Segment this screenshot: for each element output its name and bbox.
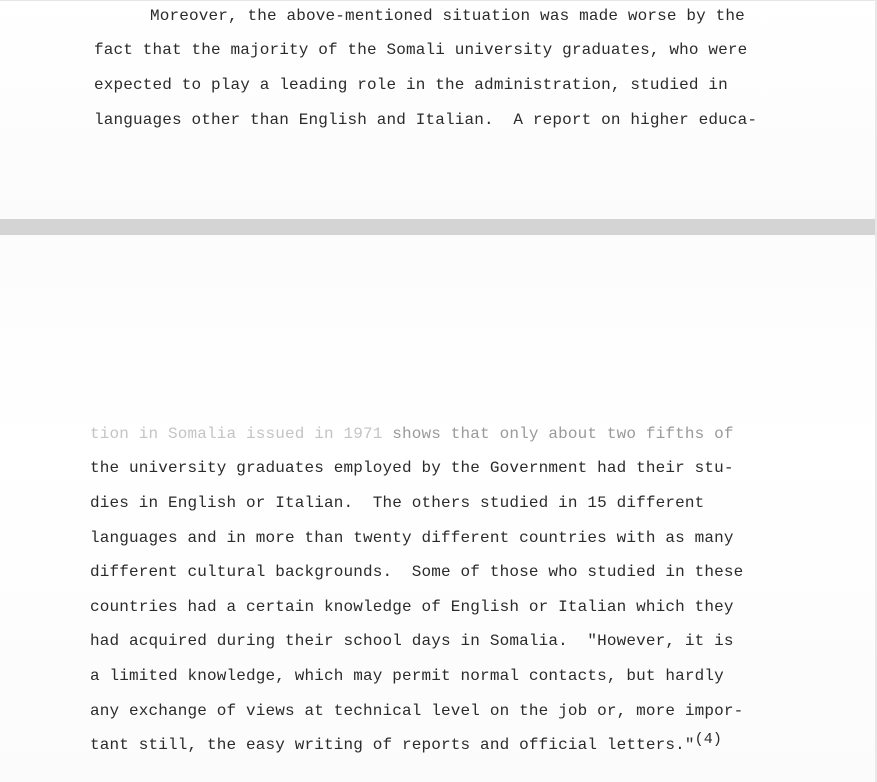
text-line: dies in English or Italian. The others studied in 15 different — [90, 494, 705, 512]
text-line: different cultural backgrounds. Some of those who studied in these — [90, 563, 744, 581]
text-line: countries had a certain knowledge of English or Italian which they — [90, 598, 734, 616]
bottom-page — [0, 235, 877, 782]
text-line: fact that the majority of the Somali university graduates, who were — [94, 41, 748, 59]
text-line: Moreover, the above-mentioned situation was made worse by the — [150, 7, 745, 25]
text-line: languages and in more than twenty different countries with as many — [90, 529, 734, 547]
text-line — [90, 424, 734, 444]
page-separator — [0, 219, 877, 235]
text-line: a limited knowledge, which may permit normal contacts, but hardly — [90, 667, 724, 685]
footnote-reference: (4) — [694, 731, 723, 748]
text-line: languages other than English and Italian. A report on higher educa- — [94, 111, 758, 129]
faded-text: tion in Somalia issued in 1971 — [90, 425, 383, 443]
text-segment: shows that only about two fifths of — [382, 425, 734, 443]
text-segment: tant still, the easy writing of reports and official letters." — [90, 736, 695, 754]
top-page — [0, 0, 877, 220]
text-line — [90, 731, 723, 756]
text-line: expected to play a leading role in the administration, studied in — [94, 76, 728, 94]
text-line: had acquired during their school days in Somalia. "However, it is — [90, 632, 734, 650]
text-line: the university graduates employed by the Government had their stu- — [90, 459, 734, 477]
text-line: any exchange of views at technical level on the job or, more impor- — [90, 702, 744, 720]
